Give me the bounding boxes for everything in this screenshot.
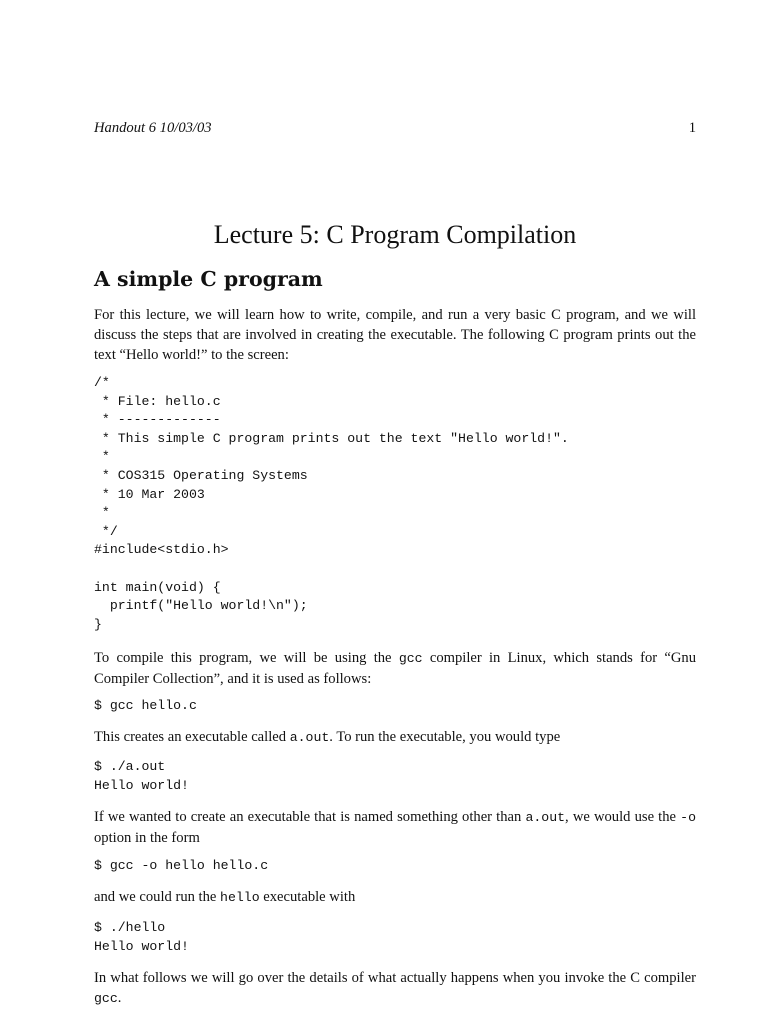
run-hello-paragraph — [94, 887, 696, 908]
output-name-paragraph — [94, 807, 696, 848]
inline-code: gcc — [94, 991, 118, 1006]
inline-code: a.out — [289, 730, 330, 745]
intro-paragraph: For this lecture, we will learn how to write, compile, and run a very basic C program, and we will discuss the steps that are involved in creating the executable. The following C program prints out the text “Hello world!” to the screen: — [94, 307, 696, 363]
text-segment: If we wanted to create an executable that is named something other than — [94, 809, 526, 825]
text-segment: . — [117, 990, 122, 1006]
text-segment: . To run the executable, you would type — [329, 729, 561, 745]
run-hello-command-output: $ ./hello Hello world! — [94, 920, 189, 954]
inline-code: hello — [220, 890, 260, 905]
compile-paragraph — [94, 648, 696, 689]
text-segment: executable with — [259, 889, 356, 905]
text-segment: option in the form — [94, 830, 200, 846]
inline-code: -o — [680, 810, 696, 825]
handout-label: Handout 6 10/03/03 — [94, 120, 212, 136]
page-number: 1 — [688, 120, 696, 136]
text-segment: and we could run the — [94, 889, 221, 905]
compile-command: $ gcc hello.c — [94, 698, 197, 713]
run-command-output: $ ./a.out Hello world! — [94, 759, 189, 793]
inline-code: gcc — [398, 651, 423, 666]
closing-paragraph — [94, 968, 696, 1009]
document-page — [94, 0, 696, 1024]
text-segment: In what follows we will go over the details of what actually happens when you invoke the C compiler — [94, 970, 696, 986]
lecture-title: Lecture 5: C Program Compilation — [213, 220, 577, 249]
text-segment: To compile this program, we will be using the — [94, 650, 399, 666]
compile-with-output-command: $ gcc -o hello hello.c — [94, 858, 269, 873]
text-segment: compiler in Linux, which stands for “Gnu Compiler Collection”, and it is used as follows: — [94, 650, 696, 687]
page-header — [94, 118, 696, 138]
hello-c-source-code: /* * File: hello.c * ------------- * This simple C program prints out the text "Hello world!". * * COS315 Operating Systems * 10 Mar 2003 * */ #include<stdio.h> int main(void) { printf("Hello world!\n"); } — [94, 375, 569, 632]
inline-code: a.out — [525, 810, 566, 825]
run-paragraph — [94, 727, 696, 748]
text-segment: , we would use the — [565, 809, 681, 825]
section-heading: A simple C program — [94, 267, 323, 291]
text-segment: This creates an executable called — [94, 729, 290, 745]
